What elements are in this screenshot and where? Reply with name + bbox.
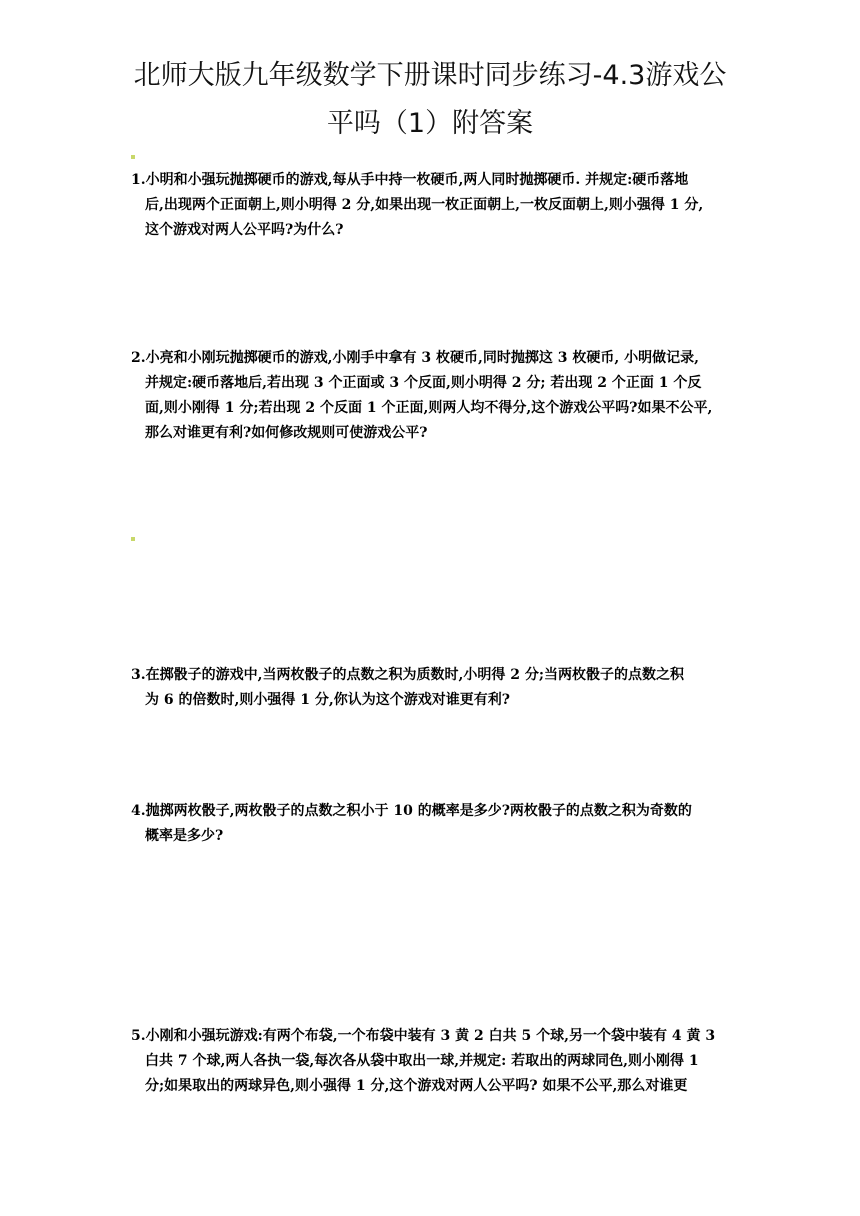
question-4-line-2: 概率是多少? bbox=[145, 828, 224, 844]
margin-marker bbox=[131, 537, 135, 541]
question-1-line-3: 这个游戏对两人公平吗?为什么? bbox=[145, 222, 344, 238]
question-2-line-1: 2.小亮和小刚玩抛掷硬币的游戏,小刚手中拿有 3 枚硬币,同时抛掷这 3 枚硬币, 小明做记录, bbox=[131, 350, 699, 366]
question-5-line-1: 5.小刚和小强玩游戏:有两个布袋,一个布袋中装有 3 黄 2 白共 5 个球,另一个袋中装有 4 黄 3 bbox=[131, 1028, 716, 1044]
question-2-line-4: 那么对谁更有利?如何修改规则可使游戏公平? bbox=[145, 425, 428, 441]
question-5-line-2: 白共 7 个球,两人各执一袋,每次各从袋中取出一球,并规定: 若取出的两球同色,则小刚得 1 bbox=[145, 1053, 699, 1069]
page-title-line-1: 北师大版九年级数学下册课时同步练习-4.3游戏公 bbox=[133, 60, 727, 91]
question-1-line-1: 1.小明和小强玩抛掷硬币的游戏,每从手中持一枚硬币,两人同时抛掷硬币. 并规定:硬币落地 bbox=[131, 172, 689, 188]
question-2-line-3: 面,则小刚得 1 分;若出现 2 个反面 1 个正面,则两人均不得分,这个游戏公平吗?如果不公平, bbox=[145, 400, 713, 416]
question-3 bbox=[131, 663, 731, 713]
question-3-line-1: 3.在掷骰子的游戏中,当两枚骰子的点数之积为质数时,小明得 2 分;当两枚骰子的点数之积 bbox=[131, 667, 685, 683]
question-2 bbox=[131, 346, 731, 446]
question-5 bbox=[131, 1024, 731, 1099]
question-4 bbox=[131, 799, 731, 849]
page-title-line-2: 平吗（1）附答案 bbox=[326, 108, 534, 139]
question-5-line-3: 分;如果取出的两球异色,则小强得 1 分,这个游戏对两人公平吗? 如果不公平,那么对谁更 bbox=[145, 1078, 688, 1094]
margin-marker bbox=[131, 155, 135, 159]
question-4-line-1: 4.抛掷两枚骰子,两枚骰子的点数之积小于 10 的概率是多少?两枚骰子的点数之积为奇数的 bbox=[131, 803, 692, 819]
question-1 bbox=[131, 168, 731, 243]
question-3-line-2: 为 6 的倍数时,则小强得 1 分,你认为这个游戏对谁更有利? bbox=[145, 692, 510, 708]
question-1-line-2: 后,出现两个正面朝上,则小明得 2 分,如果出现一枚正面朝上,一枚反面朝上,则小强得 1 分, bbox=[145, 197, 704, 213]
question-2-line-2: 并规定:硬币落地后,若出现 3 个正面或 3 个反面,则小明得 2 分; 若出现 2 个正面 1 个反 bbox=[145, 375, 702, 391]
